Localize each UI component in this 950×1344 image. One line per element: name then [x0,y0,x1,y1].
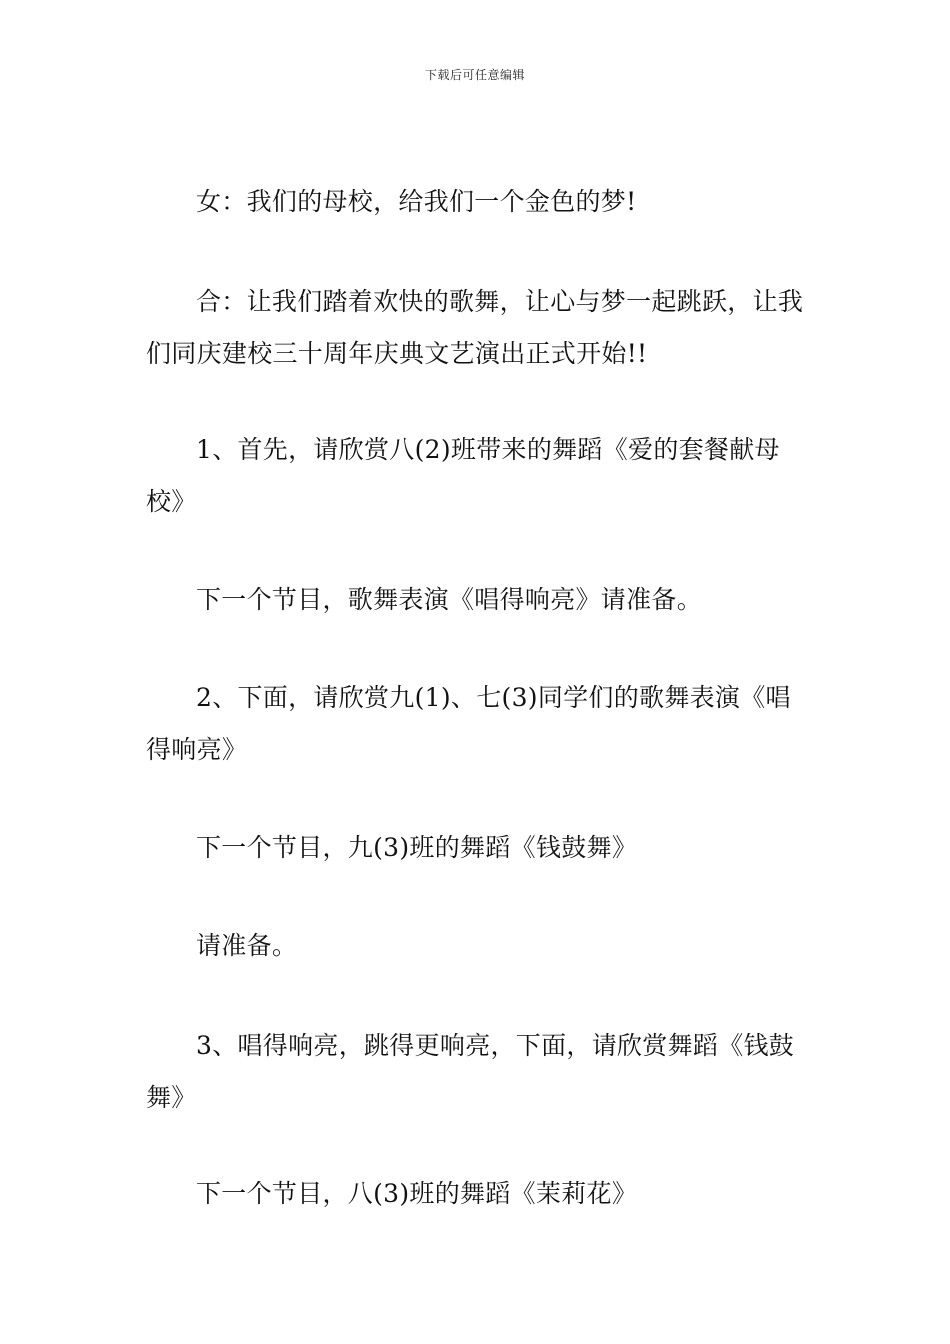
paragraph-1: 女：我们的母校，给我们一个金色的梦! [196,187,637,216]
paragraph-9: 下一个节目，八(3)班的舞蹈《茉莉花》 [196,1179,638,1208]
paragraph-5: 2、下面，请欣赏九(1)、七(3)同学们的歌舞表演《唱得响亮》 [146,683,791,764]
paragraph-2: 合：让我们踏着欢快的歌舞，让心与梦一起跳跃，让我们同庆建校三十周年庆典文艺演出正式开始!! [146,287,804,368]
paragraph-4: 下一个节目，歌舞表演《唱得响亮》请准备。 [196,585,703,614]
paragraph-3: 1、首先，请欣赏八(2)班带来的舞蹈《爱的套餐献母校》 [146,435,780,516]
paragraph-8: 3、唱得响亮，跳得更响亮，下面，请欣赏舞蹈《钱鼓舞》 [146,1031,795,1112]
paragraph-7: 请准备。 [196,931,298,960]
paragraph-6: 下一个节目，九(3)班的舞蹈《钱鼓舞》 [196,833,638,862]
page-header-note: 下载后可任意编辑 [424,68,525,82]
